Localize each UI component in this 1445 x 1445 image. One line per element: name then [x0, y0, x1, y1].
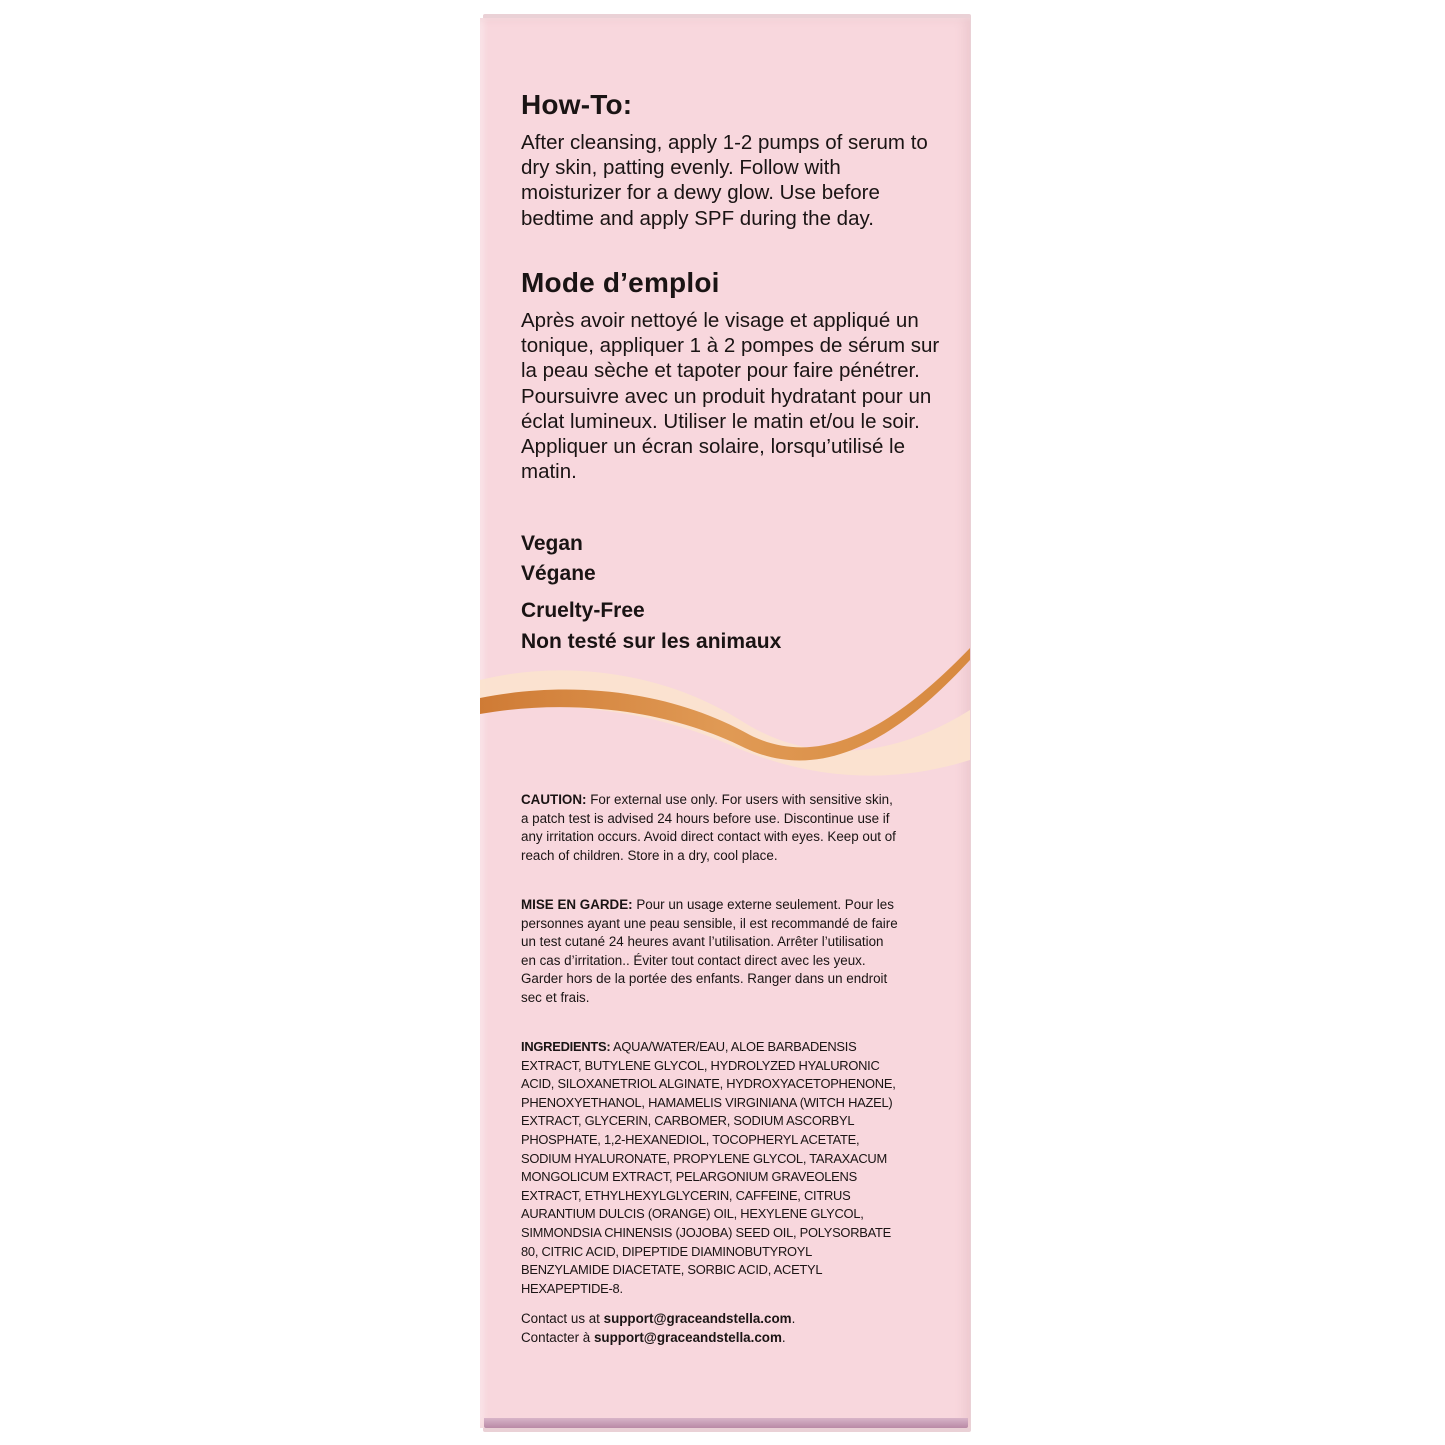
mode-emploi-heading: Mode d’emploi — [521, 267, 720, 298]
caution-label: CAUTION: — [521, 792, 587, 807]
contact-en-prefix: Contact us at — [521, 1311, 604, 1326]
contact-paragraph — [521, 1310, 901, 1347]
caution-text: For external use only. For users with sensitive skin, a patch test is advised 24 hours before use. Discontinue use if any irritation occurs. Avoid direct contact with eyes. Keep out of reach of children. Store in a dry, cool place. — [521, 792, 896, 863]
cruelty-free-claim-fr: Non testé sur les animaux — [521, 630, 782, 653]
box-bottom-edge — [484, 1418, 968, 1428]
mise-en-garde-text: Pour un usage externe seulement. Pour les personnes ayant une peau sensible, il est recommandé de faire un test cutané 24 heures avant l’utilisation. Arrêter l’utilisation en cas d’irritation.. Éviter tout contact direct avec les yeux. Garder hors de la portée des enfants. Ranger dans un endroit sec et frais. — [521, 897, 898, 1005]
howto-text: After cleansing, apply 1-2 pumps of serum to dry skin, patting evenly. Follow with moisturizer for a dewy glow. Use before bedtime and apply SPF during the day. — [521, 131, 928, 230]
ingredients-label: INGREDIENTS: — [521, 1039, 611, 1054]
contact-suffix-fr: . — [781, 1329, 786, 1345]
contact-email-en[interactable]: support@graceandstella.com — [603, 1311, 792, 1326]
caution-fr-paragraph — [521, 896, 901, 1008]
howto-heading: How-To: — [521, 89, 633, 120]
mise-en-garde-label: MISE EN GARDE: — [521, 897, 633, 912]
cruelty-free-claim-en: Cruelty-Free — [521, 599, 645, 622]
mode-emploi-text: Après avoir nettoyé le visage et appliqué un tonique, appliquer 1 à 2 pompes de sérum sur la peau sèche et tapoter pour faire pénétrer. Poursuivre avec un produit hydratant pour un éclat lumineux. Utiliser le matin et/ou le soir. Appliquer un écran solaire, lorsqu’utilisé le matin. — [521, 309, 940, 484]
contact-fr-prefix: Contacter à — [521, 1329, 594, 1345]
ingredients-paragraph — [521, 1038, 901, 1298]
contact-suffix: . — [791, 1311, 796, 1326]
ingredients-text: AQUA/WATER/EAU, ALOE BARBADENSIS EXTRACT, BUTYLENE GLYCOL, HYDROLYZED HYALURONIC ACID, SILOXANETRIOL ALGINATE, HYDROXYACETOPHENONE, PHENOXYETHANOL, HAMAMELIS VIRGINIANA (WITCH HAZEL) EXTRACT, GLYCERIN, CARBOMER, SODIUM ASCORBYL PHOSPHATE, 1,2-HEXANEDIOL, TOCOPHERYL ACETATE, SODIUM HYALURONATE, PROPYLENE GLYCOL, TARAXACUM MONGOLICUM EXTRACT, PELARGONIUM GRAVEOLENS EXTRACT, ETHYLHEXYLGLYCERIN, CAFFEINE, CITRUS AURANTIUM DULCIS (ORANGE) OIL, HEXYLENE GLYCOL, SIMMONDSIA CHINENSIS (JOJOBA) SEED OIL, POLYSORBATE 80, CITRIC ACID, DIPEPTIDE DIAMINOBUTYROYL BENZYLAMIDE DIACETATE, SORBIC ACID, ACETYL HEXAPEPTIDE-8. — [521, 1039, 896, 1296]
contact-email-fr[interactable]: support@graceandstella.com — [593, 1329, 782, 1345]
caution-en-paragraph — [521, 791, 901, 865]
vegan-claim-en: Vegan — [521, 532, 583, 555]
decorative-swoosh — [480, 640, 970, 780]
vegan-claim-fr: Végane — [521, 562, 596, 585]
